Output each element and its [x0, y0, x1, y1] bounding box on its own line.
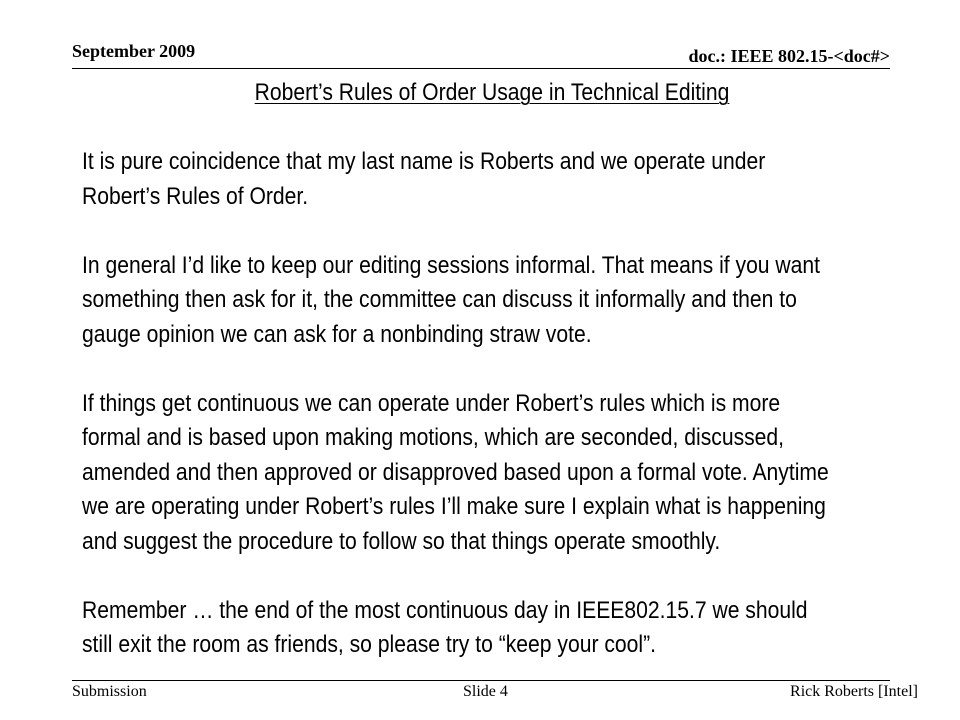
slide-body [82, 145, 892, 663]
footer-divider [72, 680, 890, 681]
slide-title: Robert’s Rules of Order Usage in Technical Editing [254, 79, 730, 106]
paragraph-line: Remember … the end of the most continuous day in IEEE802.15.7 we should [82, 596, 808, 624]
paragraph-line: and suggest the procedure to follow so that things operate smoothly. [82, 527, 721, 555]
header-divider [72, 68, 890, 69]
paragraph-surname-coincidence [82, 145, 892, 214]
paragraph-line: formal and is based upon making motions, which are seconded, discussed, [82, 424, 785, 451]
paragraph-line: gauge opinion we can ask for a nonbinding straw vote. [82, 320, 592, 348]
paragraph-formal-rules [82, 387, 892, 560]
paragraph-line: If things get continuous we can operate under Robert’s rules which is more [82, 389, 781, 417]
header-doc-id: doc.: IEEE 802.15-<doc#> [688, 46, 890, 66]
paragraph-line: Robert’s Rules of Order. [82, 182, 309, 210]
footer-submission: Submission [72, 683, 147, 700]
footer-slide-number: Slide 4 [463, 683, 508, 700]
paragraph-line: still exit the room as friends, so please try to “keep your cool”. [82, 631, 657, 658]
paragraph-line: It is pure coincidence that my last name is Roberts and we operate under [82, 148, 766, 175]
footer-author: Rick Roberts [Intel] [790, 683, 918, 700]
paragraph-line: something then ask for it, the committee can discuss it informally and then to [82, 286, 797, 313]
paragraph-keep-cool [82, 594, 892, 663]
header-date: September 2009 [72, 41, 196, 61]
paragraph-line: we are operating under Robert’s rules I’ll make sure I explain what is happening [82, 493, 826, 520]
paragraph-informal-sessions [82, 249, 892, 353]
paragraph-line: amended and then approved or disapproved based upon a formal vote. Anytime [82, 458, 829, 486]
paragraph-line: In general I’d like to keep our editing sessions informal. That means if you want [82, 251, 821, 279]
